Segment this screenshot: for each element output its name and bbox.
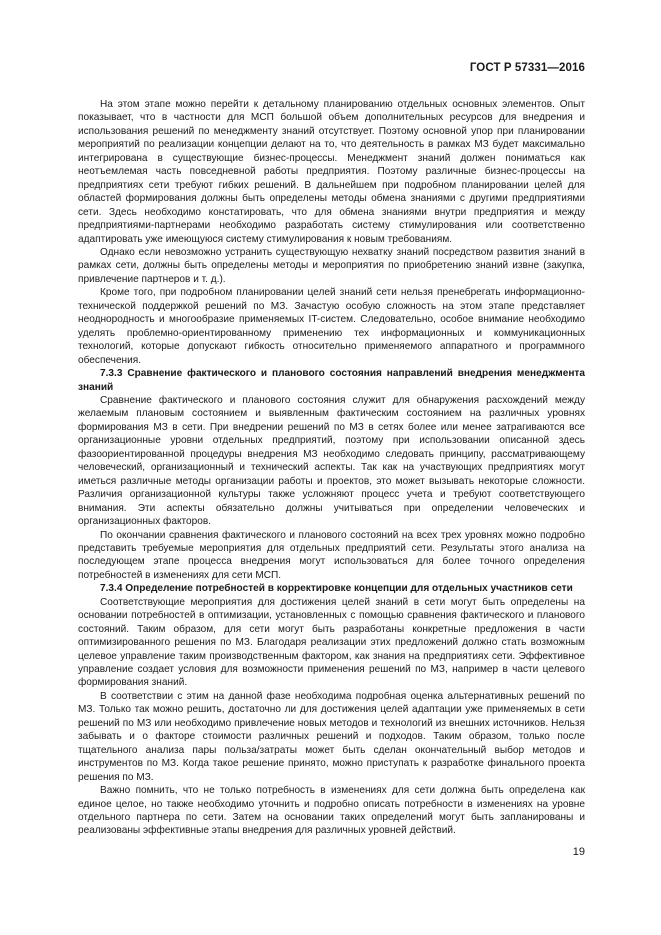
document-code: ГОСТ Р 57331—2016 [469,62,585,74]
document-body [78,98,585,838]
paragraph: Важно помнить, что не только потребность в изменениях для сети должна быть определена как единое целое, но также необходимо уточнить и подробно описать потребности в изменениях на уровне отдельного партнера по сети. Затем на основании таких определений могут быть запланированы и реализованы эффективные этапы внедрения для различных уровней действий. [78,785,585,837]
section-heading: 7.3.4 Определение потребностей в корректировке концепции для отдельных участников сети [100,583,573,595]
paragraph: Соответствующие мероприятия для достижения целей знаний в сети могут быть определены на основании потребностей в оптимизации, установленных с помощью сравнения фактического и планового состояний. Таким образом, для сети могут быть разработаны конкретные предложения в части оптимизированного решения по МЗ. Благодаря реализации этих предложений должно стать возможным целевое управление таким производственным фактором, как знания на предприятиях сети. Эффективное управление создает условия для возможности применения решений по МЗ, например в части целевого формирования знаний. [78,596,585,689]
section-heading: 7.3.3 Сравнение фактического и планового состояния направлений внедрения менеджмента знаний [78,368,585,393]
paragraph: По окончании сравнения фактического и планового состояний на всех трех уровнях можно подробно представить требуемые мероприятия для отдельных предприятий сети. Результаты этого анализа на последующем этапе процесса внедрения могут использоваться для более точного определения потребностей в изменениях для сети МСП. [78,529,585,581]
paragraph: Сравнение фактического и планового состояния служит для обнаружения расхождений между желаемым плановым состоянием и выявленным фактическим состоянием на различных уровнях формирования МЗ в сети. При внедрении решений по МЗ в сетях более или менее затрагиваются все организационные уровни отдельных предприятий, поэтому при использовании описанной здесь фазоориентированной процедуры внедрения МЗ необходимо следовать принципу, рассматривающему человеческий, организационный и технический аспекты. Так как на участвующих предприятиях могут иметься различные методы организации работы и проектов, это может вызывать некоторые сложности. Различия организационной культуры также усложняют процесс учета и требуют соответствующего внимания. Эти аспекты обязательно должны учитываться при определении человеческих и организационных факторов. [78,394,585,528]
paragraph: Однако если невозможно устранить существующую нехватку знаний посредством развития знаний в рамках сети, должны быть определены методы и мероприятия по приобретению знаний извне (закупка, привлечение партнеров и т. д.). [78,246,585,285]
paragraph: На этом этапе можно перейти к детальному планированию отдельных основных элементов. Опыт показывает, что в частности для МСП большой объем дополнительных ресурсов для внедрения и использования решений по менеджменту знаний отсутствует. Поэтому основной упор при планировании мероприятий по реализации концепции делают на то, что деятельность в рамках МЗ будет максимально интегрирована в существующие бизнес-процессы. Менеджмент знаний должен пониматься как неотъемлемая часть повседневной работы предприятия. Поэтому различные бизнес-процессы на предприятиях сети требуют гибких решений. В дальнейшем при подробном планировании целей для областей формирования должны быть определены методы обмена знаниями с другими предприятиями сети. Здесь необходимо констатировать, что для обмена знаниями внутри предприятия и между предприятиями-партнерами необходимо разработать систему стимулирования или соответственно адаптировать уже имеющуюся систему стимулирования к новым требованиям. [78,99,585,245]
paragraph: Кроме того, при подробном планировании целей знаний сети нельзя пренебрегать информационно-технической поддержкой решений по МЗ. Зачастую особую сложность на этом этапе представляет неоднородность и многообразие применяемых IT-систем. Следовательно, особое внимание необходимо уделять проблемно-ориентированному применению тех информационных и коммуникационных технологий, которые допускают гибкость относительно применяемого аппаратного и программного обеспечения. [78,287,585,366]
paragraph: В соответствии с этим на данной фазе необходима подробная оценка альтернативных решений по МЗ. Только так можно решить, достаточно ли для достижения целей адаптации уже применяемых в сети решений по МЗ или необходимо привлечение новых методов и технологий из внешних источников. Нельзя забывать и о факторе стоимости различных решений и подходов. Таким образом, только после тщательного анализа пары польза/затраты может быть сделан окончательный выбор методов и инструментов по МЗ. Когда такое решение принято, можно приступать к разработке финального проекта решения по МЗ. [78,690,585,783]
page-number: 19 [572,846,585,858]
